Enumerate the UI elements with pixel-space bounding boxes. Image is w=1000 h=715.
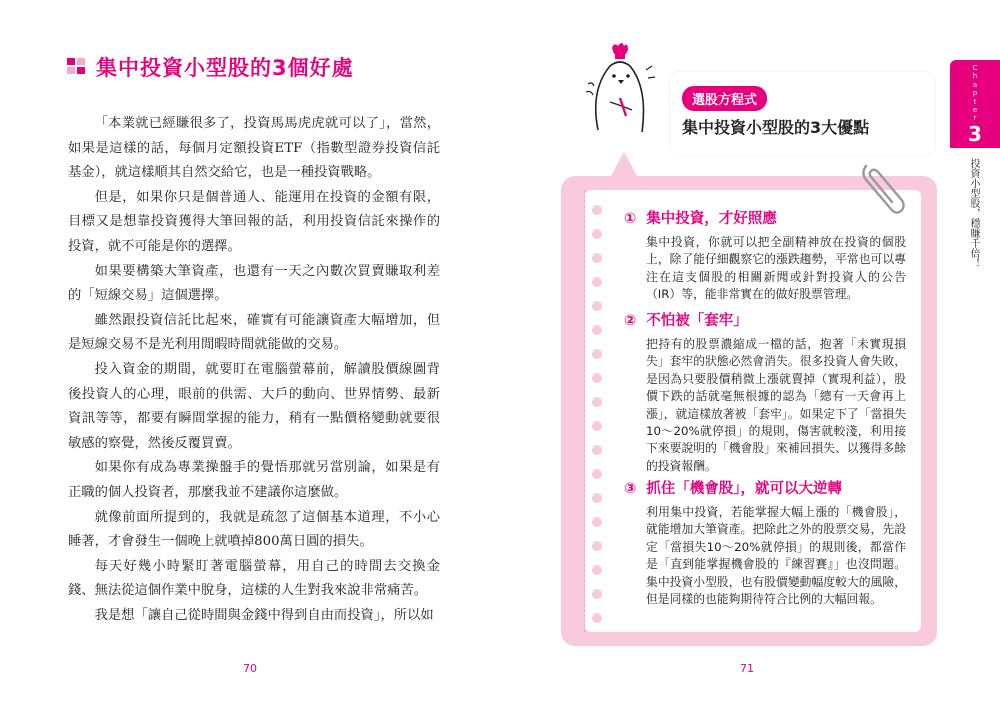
punch-hole [592, 445, 602, 455]
method-badge: 選股方程式 [682, 86, 767, 111]
point-heading [624, 207, 914, 228]
right-page [500, 0, 1000, 715]
punch-hole [592, 493, 602, 503]
punch-hole [592, 373, 602, 383]
section-title: 集中投資小型股的3個好處 [96, 56, 354, 80]
point-body: 利用集中投資，若能掌握大幅上漲的「機會股」，就能增加大筆資產。把除此之外的股票交易，先設定「當損失10～20%就停損」的規則後，都當作是「直到能掌握機會股的『練習賽』」也沒問題。集中投資小型股，也有股價變動幅度較大的風險，但是同樣的也能夠期待符合比例的大幅回報。 [646, 505, 906, 607]
title-square-icon [67, 58, 87, 76]
point-heading-text: 不怕被「套牢」 [646, 313, 748, 329]
point-3 [624, 477, 914, 608]
point-heading [624, 477, 914, 498]
paragraph: 就像前面所提到的，我就是疏忽了這個基本道理，不小心睡著，才會發生一個晚上就噴掉800萬日圓的損失。 [68, 509, 440, 550]
punch-hole [592, 325, 602, 335]
page-number-right: 71 [740, 662, 754, 675]
header-title: 集中投資小型股的3大優點 [682, 118, 870, 137]
page-number-left: 70 [243, 662, 257, 675]
paragraph: 投入資金的期間，就要盯在電腦螢幕前，解讀股價線圖背後投資人的心理，眼前的供需、大戶的動向、世界情勢、最新資訊等等，都要有瞬間掌握的能力，稍有一點價格變動就要很敏感的察覺，然後反覆買賣。 [68, 361, 440, 451]
punch-hole [592, 349, 602, 359]
punch-hole [592, 229, 602, 239]
point-heading-text: 抓住「機會股」，就可以大逆轉 [646, 481, 843, 497]
point-2 [624, 309, 914, 475]
chapter-subtitle: 投資小型股，穩賺千倍！ [968, 158, 979, 268]
paragraph: 「本業就已經賺很多了，投資馬馬虎虎就可以了」，當然，如果是這樣的話，每個月定額投資ETF（指數型證券投資信託基金），就這樣順其自然交給它，也是一種投資戰略。 [68, 116, 440, 181]
punch-hole [592, 253, 602, 263]
punch-hole [592, 517, 602, 527]
point-heading [624, 309, 914, 330]
punch-hole [592, 589, 602, 599]
point-body: 把持有的股票濃縮成一檔的話，抱著「未實現損失」套牢的狀態必然會消失。很多投資人會失敗，是因為只要股價稍微上漲就賣掉（實現利益），股價下跌的話就毫無根據的認為「總有一天會再上漲」，就這樣放著被「套牢」。如果定下了「當損失10～20%就停損」的規則，傷害就較淺，利用接下來要說明的「機會股」來補回損失、以獲得多餘的投資報酬。 [646, 337, 906, 473]
body-text [68, 112, 440, 628]
punch-hole [592, 301, 602, 311]
punch-hole [592, 613, 602, 623]
paragraph: 雖然跟投資信託比起來，確實有可能讓資產大幅增加，但是短線交易不是光利用閒暇時間就能做的交易。 [68, 312, 440, 353]
punch-hole [592, 541, 602, 551]
point-number: ③ [624, 481, 637, 497]
header-card [670, 72, 935, 156]
punch-hole [592, 397, 602, 407]
punch-hole [592, 565, 602, 575]
punch-hole [592, 205, 602, 215]
point-1 [624, 207, 914, 304]
paragraph: 每天好幾小時緊盯著電腦螢幕，用自己的時間去交換金錢、無法從這個作業中脫身，這樣的人生對我來說非常痛苦。 [68, 558, 440, 599]
speech-tail [610, 152, 638, 178]
mascot-bird-icon [580, 40, 660, 140]
point-body: 集中投資，你就可以把全副精神放在投資的個股上，除了能仔細觀察它的漲跌趨勢，平常也可以專注在這支個股的相關新聞或針對投資人的公告（IR）等，能非常實在的做好股票管理。 [646, 235, 906, 302]
paragraph: 如果要構築大筆資產，也還有一天之內數次買賣賺取利差的「短線交易」這個選擇。 [68, 263, 440, 304]
punch-hole [592, 421, 602, 431]
point-number: ② [624, 313, 637, 329]
point-number: ① [624, 211, 637, 227]
paragraph: 如果你有成為專業操盤手的覺悟那就另當別論，如果是有正職的個人投資者，那麼我並不建議你這麼做。 [68, 460, 440, 500]
point-heading-text: 集中投資，才好照應 [646, 211, 777, 227]
chapter-number: 3 [968, 121, 982, 146]
chapter-label: C h a p t e r [972, 64, 978, 123]
punch-hole [592, 469, 602, 479]
paragraph: 但是，如果你只是個普通人、能運用在投資的金額有限，目標又是想靠投資獲得大筆回報的話，利用投資信託來操作的投資，就不可能是你的選擇。 [68, 189, 440, 254]
paragraph: 我是想「讓自己從時間與金錢中得到自由而投資」，所以如 [94, 607, 434, 623]
chapter-tab [950, 60, 1000, 148]
punch-hole [592, 277, 602, 287]
